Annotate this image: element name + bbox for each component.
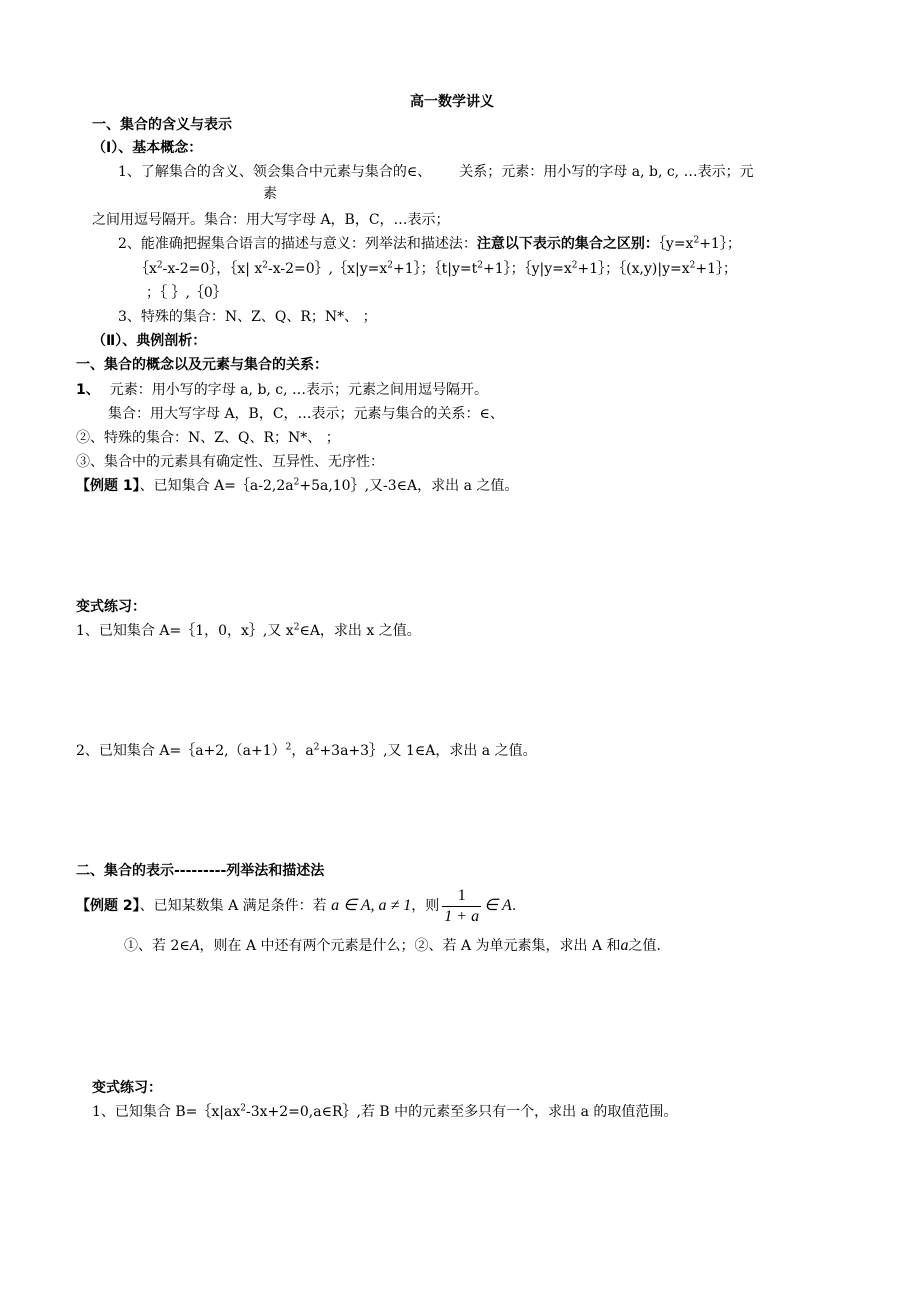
paragraph-1 [118, 162, 754, 182]
math-var: a [620, 937, 629, 954]
paragraph-3: 3、特殊的集合：N、Z、Q、R；N*、 ； [118, 309, 377, 325]
list-item-text: 元素：用小写的字母 a, b, c, …表示；元素之间用逗号隔开。 [109, 382, 489, 398]
superscript: 2 [689, 260, 696, 271]
exercise-heading: 变式练习： [92, 1080, 162, 1096]
superscript: 2 [293, 622, 300, 633]
question-text: 1、已知集合 B=｛x|ax [92, 1104, 241, 1120]
paragraph-2-line-3: ；｛ ｝,｛0｝ [146, 285, 227, 301]
paragraph-2-line-2 [135, 259, 737, 279]
list-item: ③、集合中的元素具有确定性、互异性、无序性： [76, 454, 384, 470]
example-2: 【例题 2】、已知某数集 A 满足条件：若 a ∈ A, a ≠ 1，则 $\frac{1}{1 + a}$ ∈ A. [76, 886, 517, 925]
section-heading: 一、集合的概念以及元素与集合的关系： [76, 357, 328, 373]
superscript: 2 [240, 1103, 246, 1114]
set-expr: +1｝；｛t|y=t [393, 261, 478, 277]
math-membership: ∈ A [484, 897, 512, 914]
paragraph-2 [118, 234, 741, 254]
question-text: 2、已知集合 A=｛a+2,（a+1） [76, 743, 286, 759]
page-title: 高一数学讲义 [410, 94, 494, 110]
superscript: 2 [285, 742, 292, 753]
example-text: +5a,10｝,又-3∈A，求出 a 之值。 [299, 478, 519, 494]
question-text: +3a+3｝,又 1∈A，求出 a 之值。 [319, 743, 537, 759]
math-condition: a ∈ A, a ≠ 1 [331, 897, 412, 914]
paragraph-2-bold: 注意以下表示的集合之区别： [476, 236, 659, 252]
set-expr: -x-2=0｝，｛x| x [162, 261, 263, 277]
question-text: 1、已知集合 A=｛1，0，x｝,又 x [76, 623, 294, 639]
example-text: 、已知某数集 A 满足条件：若 [139, 898, 327, 914]
set-expr: ｛x [135, 261, 157, 277]
superscript: 2 [313, 742, 320, 753]
fraction-numerator: 1 [442, 886, 481, 907]
fraction-denominator: 1 + a [444, 907, 480, 925]
set-expr: +1｝；｛(x,y)|y=x [577, 261, 690, 277]
list-item [76, 380, 488, 400]
section-heading: 二、集合的表示---------列举法和描述法 [76, 863, 325, 879]
subsection-heading: （Ⅰ）、基本概念： [92, 140, 203, 156]
fraction [442, 886, 481, 927]
exercise-question [76, 741, 537, 761]
list-item-number: 1、 [76, 382, 100, 398]
example-text: ，则 [411, 898, 440, 914]
superscript: 2 [262, 260, 268, 271]
exercise-question [76, 621, 421, 641]
question-text: ①、若 2∈ [124, 938, 190, 954]
list-item-line-2: 集合：用大写字母 A，B，C，…表示；元素与集合的关系：∈、 [108, 406, 504, 422]
example-2-question [124, 936, 661, 956]
set-expr: -x-2=0｝,｛x|y=x [268, 261, 388, 277]
exercise-question [92, 1102, 677, 1122]
math-set: A [189, 937, 200, 954]
paragraph-1-text: 1、了解集合的含义、领会集合中元素与集合的∈、 [118, 164, 432, 180]
question-text: ，a [291, 743, 314, 759]
example-1 [76, 476, 518, 496]
paragraph-1-continued: 之间用逗号隔开。集合：用大写字母 A，B，C，…表示； [92, 212, 450, 228]
superscript: 2 [293, 477, 300, 488]
question-text: ，则在 A 中还有两个元素是什么；②、若 A 为单元素集，求出 A 和 [199, 938, 621, 954]
question-text: 之值. [628, 938, 661, 954]
subsection-heading: （Ⅱ）、典例剖析： [92, 333, 207, 349]
example-text: 、已知集合 A=｛a-2,2a [139, 478, 294, 494]
paragraph-1-relation: 关系；元素：用小写的字母 a, b, c, …表示；元 [459, 164, 754, 180]
superscript: 2 [693, 235, 700, 246]
example-label: 【例题 2】 [76, 898, 140, 914]
paragraph-1-wrap: 素 [263, 186, 277, 202]
set-expr: ｛y=x [658, 236, 694, 252]
paragraph-2-text: 2、能准确把握集合语言的描述与意义：列举法和描述法： [118, 236, 477, 252]
exercise-heading: 变式练习： [76, 599, 146, 615]
list-item: ②、特殊的集合：N、Z、Q、R；N*、 ； [76, 430, 340, 446]
superscript: 2 [156, 260, 163, 271]
question-text: ∈A，求出 x 之值。 [299, 623, 421, 639]
superscript: 2 [571, 260, 578, 271]
set-expr: +1｝；｛y|y=x [482, 261, 572, 277]
superscript: 2 [477, 260, 483, 271]
section-heading: 一、集合的含义与表示 [92, 117, 232, 133]
set-expr: +1｝； [699, 236, 741, 252]
question-text: -3x+2=0,a∈R｝,若 B 中的元素至多只有一个，求出 a 的取值范围。 [245, 1104, 678, 1120]
set-expr: +1｝； [695, 261, 737, 277]
superscript: 2 [387, 260, 393, 271]
example-label: 【例题 1】 [76, 478, 140, 494]
